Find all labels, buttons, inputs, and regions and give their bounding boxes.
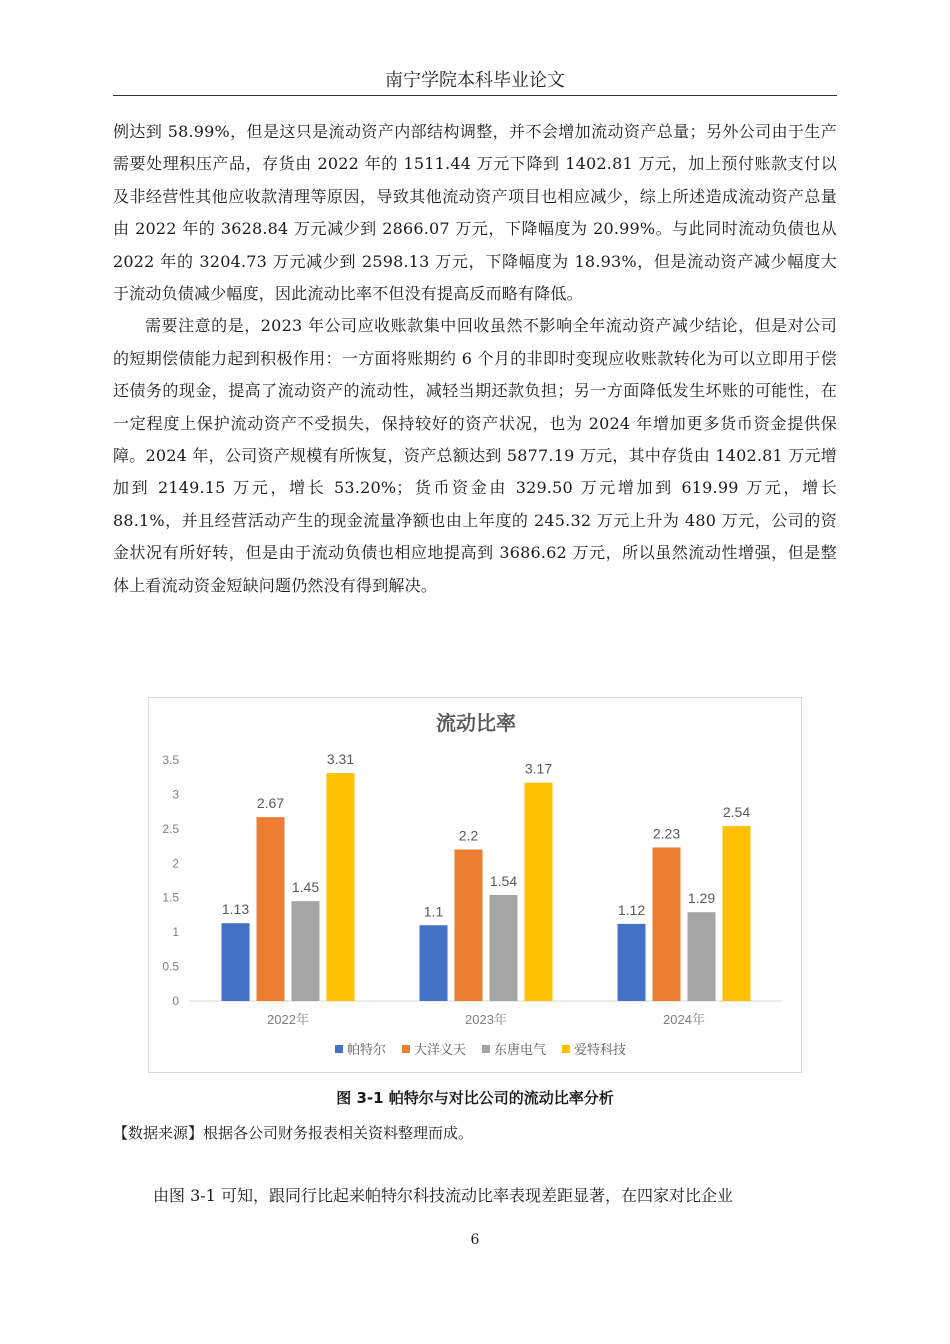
paragraph-2: 需要注意的是，2023 年公司应收账款集中回收虽然不影响全年流动资产减少结论，但是对公司的短期偿债能力起到积极作用：一方面将账期约 6 个月的非即时变现应收账款转化为可以立即用于偿还债务的现金，提高了流动资产的流动性，减轻当期还款负担；另一方面降低发生坏账的可能性，在一定程度上保护流动资产不受损失，保持较好的资产状况，也为 2024 年增加更多货币资金提供保障。2024 年，公司资产规模有所恢复，资产总额达到 5877.19 万元，其中存货由 1402.81 万元增加到 2149.15 万元，增长 53.20%；货币资金由 329.50 万元增加到 619.99 万元，增长 88.1%，并且经营活动产生的现金流量净额也由上年度的 245.32 万元上升为 480 万元，公司的资金状况有所好转，但是由于流动负债也相应地提高到 3686.62 万元，所以虽然流动性增强，但是整体上看流动资金短缺问题仍然没有得到解决。	[113, 316, 837, 595]
closing-paragraph: 由图 3-1 可知，跟同行比起来帕特尔科技流动比率表现差距显著，在四家对比企业	[153, 1186, 733, 1205]
body-text	[113, 116, 837, 602]
bar	[292, 901, 320, 1001]
data-label: 2.23	[652, 825, 681, 842]
paragraph-1: 例达到 58.99%，但是这只是流动资产内部结构调整，并不会增加流动资产总量；另外公司由于生产需要处理积压产品，存货由 2022 年的 1511.44 万元下降到 1402.81 万元，加上预付账款支付以及非经营性其他应收款清理等原因，导致其他流动资产项目也相应减少，综上所述造成流动资产总量由 2022 年的 3628.84 万元减少到 2866.07 万元，下降幅度为 20.99%。与此同时流动负债也从 2022 年的 3204.73 万元减少到 2598.13 万元，下降幅度为 18.93%，但是流动资产减少幅度大于流动负债减少幅度，因此流动比率不但没有提高反而略有降低。	[113, 122, 837, 304]
chart-svg	[149, 698, 803, 1074]
bar	[222, 923, 250, 1001]
y-tick-label: 1	[172, 925, 179, 940]
legend-label: 爱特科技	[574, 1042, 627, 1057]
x-category-label: 2022年	[267, 1012, 309, 1027]
y-tick-label: 3	[172, 787, 179, 802]
y-tick-label: 2	[172, 856, 179, 871]
legend-swatch	[335, 1045, 343, 1053]
bar	[455, 850, 483, 1001]
data-label: 2.2	[458, 827, 479, 844]
y-tick-label: 0	[172, 994, 179, 1008]
y-tick-label: 0.5	[162, 959, 179, 974]
bar	[525, 783, 553, 1001]
header-rule	[113, 95, 837, 96]
data-source-note: 【数据来源】根据各公司财务报表相关资料整理而成。	[113, 1124, 474, 1142]
x-category-label: 2024年	[663, 1012, 705, 1027]
current-ratio-chart	[148, 697, 802, 1073]
data-label: 2.67	[256, 795, 285, 812]
legend-label: 大洋义天	[414, 1042, 467, 1057]
data-label: 2.54	[722, 804, 751, 821]
y-tick-label: 1.5	[162, 890, 179, 905]
x-category-label: 2023年	[465, 1012, 507, 1027]
bar	[723, 826, 751, 1001]
bar	[653, 847, 681, 1001]
page-number: 6	[470, 1232, 480, 1248]
bar	[490, 895, 518, 1001]
legend-label: 帕特尔	[347, 1042, 387, 1057]
data-label: 1.12	[617, 901, 646, 918]
y-tick-label: 2.5	[162, 821, 179, 836]
legend-swatch	[402, 1045, 410, 1053]
bar	[327, 773, 355, 1001]
bar	[618, 924, 646, 1001]
header-title: 南宁学院本科毕业论文	[385, 70, 565, 91]
chart-title: 流动比率	[436, 713, 516, 735]
y-tick-label: 3.5	[162, 753, 179, 767]
data-label: 1.13	[221, 901, 250, 918]
data-label: 1.29	[687, 890, 716, 907]
bar	[420, 925, 448, 1001]
bar	[257, 817, 285, 1001]
data-label: 3.17	[524, 760, 553, 777]
data-label: 1.1	[423, 903, 444, 920]
data-label: 1.54	[489, 872, 518, 889]
legend-swatch	[562, 1045, 570, 1053]
legend-swatch	[482, 1045, 490, 1053]
bar	[688, 912, 716, 1001]
legend-label: 东唐电气	[494, 1042, 547, 1057]
data-label: 1.45	[291, 879, 320, 896]
data-label: 3.31	[326, 751, 355, 768]
figure-caption: 图 3-1 帕特尔与对比公司的流动比率分析	[336, 1089, 614, 1107]
